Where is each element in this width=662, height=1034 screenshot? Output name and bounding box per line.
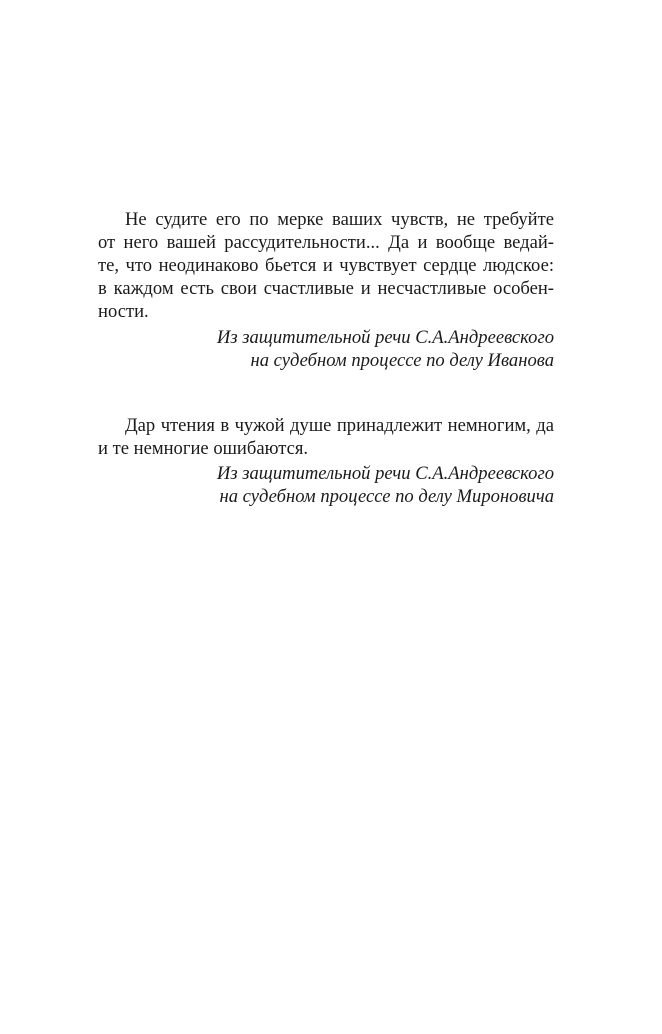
source-line: на судебном процессе по делу Мироновича [219,486,554,507]
quote-line: ности. [98,301,149,322]
quote-line: и те немногие ошибаются. [98,438,309,459]
quote-line: Не судите его по мерке ваших чувств, не требуйте [125,209,554,230]
epigraph-quote [98,208,554,323]
source-line: на судебном процессе по делу Иванова [250,350,554,371]
quote-line: Дар чтения в чужой душе принадлежит немногим, да [125,415,554,436]
epigraph-andreevsky-ivanov [98,208,554,372]
epigraph-quote [98,414,554,460]
epigraph-source [98,462,554,508]
source-line: Из защитительной речи С.А.Андреевского [216,327,554,348]
quote-line: от него вашей рассудительности... Да и вообще ведай- [98,232,554,253]
quote-line: те, что неодинаково бьется и чувствует сердце людское: [98,255,554,276]
epigraph-andreevsky-mironovich [98,414,554,508]
source-line: Из защитительной речи С.А.Андреевского [216,463,554,484]
quote-line: в каждом есть свои счастливые и несчастливые особен- [98,278,554,299]
epigraph-source [98,326,554,372]
